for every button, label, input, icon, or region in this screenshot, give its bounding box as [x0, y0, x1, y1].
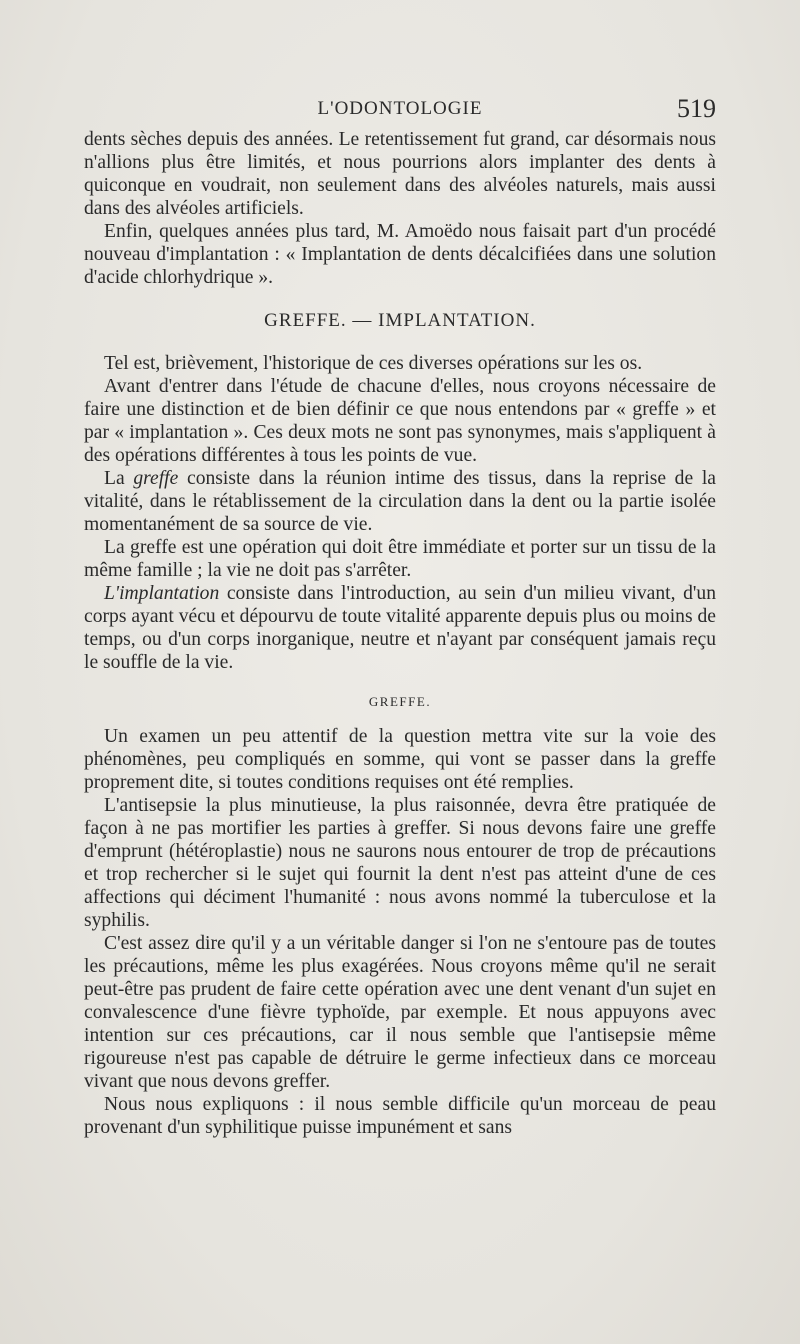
paragraph-continuation: dents sèches depuis des années. Le retentissement fut grand, car désormais nous n'allions plus être limités, et nous pourrions alors implanter des dents à quiconque en voudrait, non seulement dans des alvéoles naturels, mais aussi dans des alvéoles artificiels.	[84, 129, 716, 219]
paragraph: L'antisepsie la plus minutieuse, la plus raisonnée, devra être pratiquée de façon à ne pas mortifier les parties à greffer. Si nous devons faire une greffe d'emprunt (hétéroplastie) nous ne saurons nous entourer de trop de précautions et trop rechercher si le sujet qui fournit la dent n'est pas atteint d'une de ces affections qui déciment l'humanité : nous avons nommé la tuberculose et la syphilis.	[84, 795, 716, 931]
subsection-heading: GREFFE.	[368, 694, 432, 709]
text-run: consiste dans la réunion intime des tissus, dans la reprise de la vitalité, dans le rétablissement de la circulation dans la dent ou la partie isolée momentanément de sa source de vie.	[84, 468, 716, 535]
paragraph: Avant d'entrer dans l'étude de chacune d'elles, nous croyons nécessaire de faire une distinction et de bien définir ce que nous entendons par « greffe » et par « implantation ». Ces deux mots ne sont pas synonymes, mais s'appliquent à des opérations différentes à tous les points de vue.	[84, 376, 716, 466]
paragraph: Un examen un peu attentif de la question mettra vite sur la voie des phénomènes, peu compliqués en somme, qui vont se passer dans la greffe proprement dite, si toutes conditions requises ont été remplies.	[84, 726, 716, 793]
body-text	[84, 128, 716, 1139]
paragraph: La greffe est une opération qui doit être immédiate et porter sur un tissu de la même famille ; la vie ne doit pas s'arrêter.	[84, 537, 716, 581]
defined-term: greffe	[133, 468, 179, 489]
running-head	[84, 94, 716, 124]
journal-title: L'ODONTOLOGIE	[317, 98, 483, 119]
defined-term: L'implantation	[104, 583, 220, 604]
text-run: consiste dans l'introduction, au sein d'un milieu vivant, d'un corps ayant vécu et dépourvu de toute vitalité apparente depuis plus ou moins de temps, ou d'un corps inorganique, neutre et n'ayant par conséquent jamais reçu le souffle de la vie.	[84, 583, 716, 673]
paragraph	[84, 582, 716, 674]
text-run: La	[104, 468, 134, 489]
paragraph: Tel est, brièvement, l'historique de ces diverses opérations sur les os.	[104, 353, 643, 374]
paragraph: Enfin, quelques années plus tard, M. Amoëdo nous faisait part d'un procédé nouveau d'implantation : « Implantation de dents décalcifiées dans une solution d'acide chlorhydrique ».	[84, 221, 716, 288]
paragraph: Nous nous expliquons : il nous semble difficile qu'un morceau de peau provenant d'un syphilitique puisse impunément et sans	[84, 1094, 716, 1138]
page-number: 519	[677, 94, 716, 123]
paragraph	[84, 467, 716, 536]
section-heading: GREFFE. — IMPLANTATION.	[264, 310, 536, 331]
paragraph: C'est assez dire qu'il y a un véritable danger si l'on ne s'entoure pas de toutes les précautions, même les plus exagérées. Nous croyons même qu'il ne serait peut-être pas prudent de faire cette opération avec une dent venant d'un sujet en convalescence d'une fièvre typhoïde, par exemple. Et nous appuyons avec intention sur ces précautions, car il nous semble que l'antisepsie même rigoureuse n'est pas capable de détruire le germe infectieux dans ce morceau vivant que nous devons greffer.	[84, 933, 716, 1092]
